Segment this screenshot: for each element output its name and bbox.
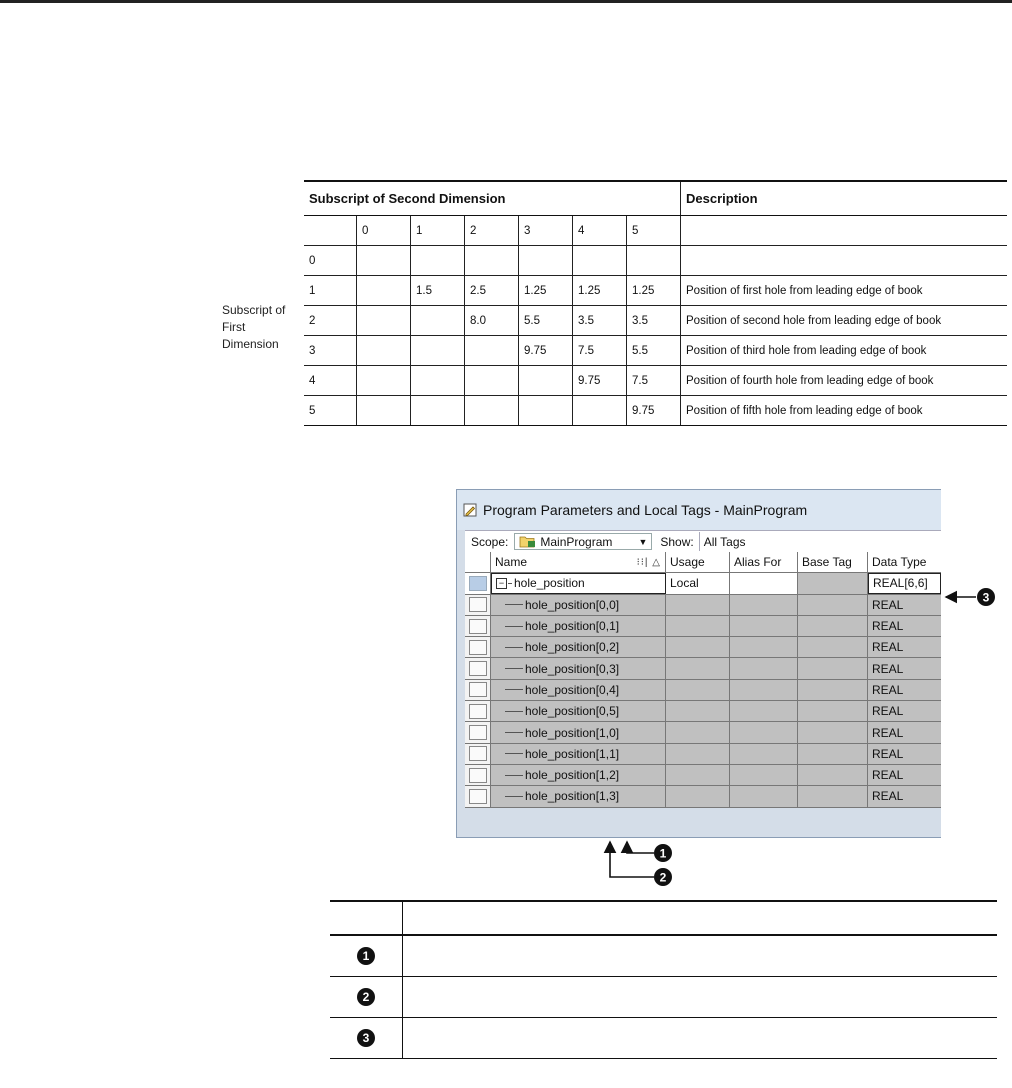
callout-legend-table xyxy=(330,900,997,1059)
legend-row xyxy=(330,1018,997,1059)
data-type-cell: REAL xyxy=(868,786,941,806)
data-type-cell: REAL xyxy=(868,658,941,678)
row-index: 5 xyxy=(304,396,357,426)
description-cell: Position of third hole from leading edge of book xyxy=(681,336,1008,366)
description-cell: Position of fourth hole from leading edge of book xyxy=(681,366,1008,396)
svg-text:3: 3 xyxy=(982,590,990,605)
value-cell: 3.5 xyxy=(573,306,627,336)
data-type-cell[interactable]: REAL[6,6] xyxy=(868,573,941,593)
callout-badge xyxy=(654,844,672,862)
callout-badge xyxy=(977,588,995,606)
usage-cell[interactable]: Local xyxy=(666,573,730,593)
legend-header-row xyxy=(330,901,997,935)
row-axis-label: Subscript of First Dimension xyxy=(222,303,286,351)
description-cell: Position of fifth hole from leading edge of book xyxy=(681,396,1008,426)
data-type-cell: REAL xyxy=(868,765,941,785)
collapse-icon[interactable]: − xyxy=(496,578,507,589)
description-cell: Position of second hole from leading edge of book xyxy=(681,306,1008,336)
value-cell: 1.25 xyxy=(519,276,573,306)
legend-row xyxy=(330,935,997,977)
value-cell: 8.0 xyxy=(465,306,519,336)
column-index: 5 xyxy=(627,216,681,246)
name-column-header[interactable]: Name ⁝⁝| △ xyxy=(491,552,666,572)
callout-badge: 1 xyxy=(357,947,375,965)
row-index: 0 xyxy=(304,246,357,276)
value-cell: 7.5 xyxy=(573,336,627,366)
tag-name-cell[interactable]: hole_position[0,4] xyxy=(491,680,666,700)
data-type-cell: REAL xyxy=(868,595,941,615)
data-type-cell: REAL xyxy=(868,744,941,764)
tag-name-cell[interactable]: hole_position[0,1] xyxy=(491,616,666,636)
base-tag-column-header[interactable]: Base Tag xyxy=(798,552,868,572)
tag-name-cell[interactable]: hole_position[0,3] xyxy=(491,658,666,678)
value-cell: 1.5 xyxy=(411,276,465,306)
column-index: 4 xyxy=(573,216,627,246)
value-cell: 1.25 xyxy=(627,276,681,306)
alias-for-column-header[interactable]: Alias For xyxy=(730,552,798,572)
legend-text xyxy=(403,935,998,977)
callout-badge: 3 xyxy=(357,1029,375,1047)
column-index: 2 xyxy=(465,216,519,246)
data-type-cell: REAL xyxy=(868,637,941,657)
svg-text:1: 1 xyxy=(659,846,667,861)
value-cell: 5.5 xyxy=(627,336,681,366)
svg-text:2: 2 xyxy=(659,870,667,885)
column-index: 1 xyxy=(411,216,465,246)
value-cell: 3.5 xyxy=(627,306,681,336)
scope-label: Scope: xyxy=(471,534,509,549)
scope-value: MainProgram xyxy=(540,534,613,549)
data-type-cell: REAL xyxy=(868,722,941,742)
column-index: 0 xyxy=(357,216,411,246)
description-cell: Position of first hole from leading edge of book xyxy=(681,276,1008,306)
callout-badge: 2 xyxy=(357,988,375,1006)
tag-name-cell[interactable]: hole_position[0,5] xyxy=(491,701,666,721)
description-header: Description xyxy=(681,181,1008,216)
legend-text xyxy=(403,1018,998,1059)
column-index: 3 xyxy=(519,216,573,246)
tag-name-cell[interactable]: hole_position[0,2] xyxy=(491,637,666,657)
data-type-cell: REAL xyxy=(868,616,941,636)
show-label: Show: xyxy=(660,534,694,549)
data-type-cell: REAL xyxy=(868,680,941,700)
row-index: 4 xyxy=(304,366,357,396)
legend-header-cell xyxy=(330,901,403,935)
legend-header-cell xyxy=(403,901,998,935)
row-index: 3 xyxy=(304,336,357,366)
tag-name-cell[interactable]: hole_position[1,2] xyxy=(491,765,666,785)
row-index: 2 xyxy=(304,306,357,336)
tag-name-cell[interactable]: hole_position[0,0] xyxy=(491,595,666,615)
tag-name-cell[interactable]: hole_position[1,0] xyxy=(491,722,666,742)
value-cell: 5.5 xyxy=(519,306,573,336)
tag-name-cell[interactable]: − hole_position xyxy=(491,573,666,593)
show-value: All Tags xyxy=(703,534,746,549)
legend-row xyxy=(330,977,997,1018)
sort-icon[interactable]: ⁝⁝| △ xyxy=(636,556,661,568)
value-cell: 1.25 xyxy=(573,276,627,306)
value-cell: 9.75 xyxy=(573,366,627,396)
callout-badge xyxy=(654,868,672,886)
tag-name-cell[interactable]: hole_position[1,1] xyxy=(491,744,666,764)
value-cell: 7.5 xyxy=(627,366,681,396)
value-cell: 2.5 xyxy=(465,276,519,306)
row-index: 1 xyxy=(304,276,357,306)
window-title: Program Parameters and Local Tags - MainProgram xyxy=(483,502,808,518)
tag-name-cell[interactable]: hole_position[1,3] xyxy=(491,786,666,806)
chevron-down-icon: ▼ xyxy=(638,536,648,547)
usage-column-header[interactable]: Usage xyxy=(666,552,730,572)
second-dimension-header: Subscript of Second Dimension xyxy=(304,181,681,216)
value-cell: 9.75 xyxy=(627,396,681,426)
data-type-column-header[interactable]: Data Type xyxy=(868,552,941,572)
data-type-cell: REAL xyxy=(868,701,941,721)
legend-text xyxy=(403,977,998,1018)
value-cell: 9.75 xyxy=(519,336,573,366)
